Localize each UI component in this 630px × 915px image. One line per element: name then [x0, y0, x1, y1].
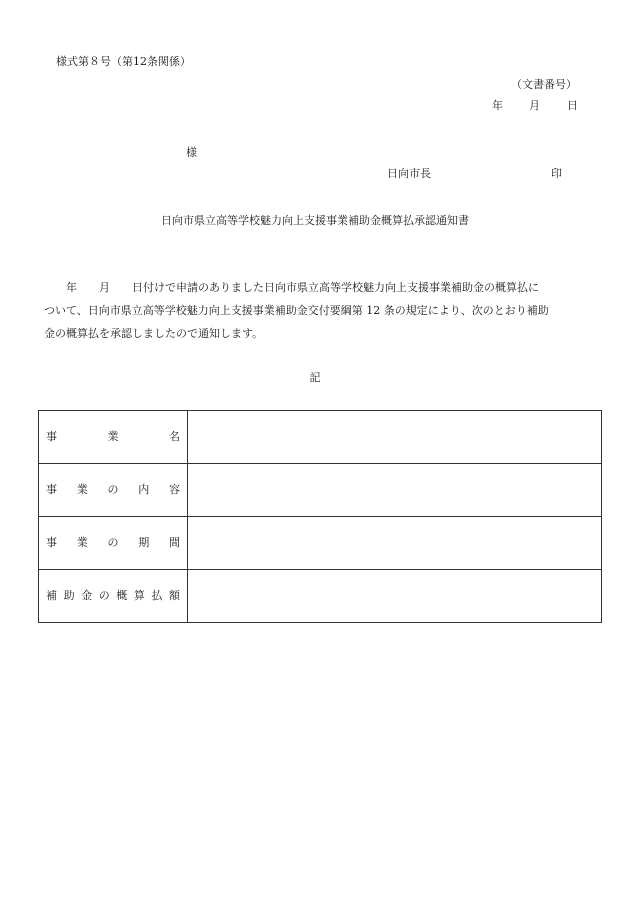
form-number: 様式第８号（第12条関係） [56, 55, 191, 68]
document-title: 日向市県立高等学校魅力向上支援事業補助金概算払承認通知書 [161, 214, 469, 227]
row-label-project-period [39, 517, 188, 570]
label-char: 事 [46, 430, 57, 444]
label-char: 容 [169, 483, 180, 497]
label-char: 業 [76, 536, 88, 550]
label-char: 払 [151, 589, 163, 603]
label-char: の [107, 536, 119, 550]
detail-table [38, 410, 602, 623]
day-label: 日 [567, 99, 578, 112]
label-char: 金 [81, 589, 93, 603]
table-row [39, 464, 602, 517]
body-line: 年 月 日付けで申請のありました日向市県立高等学校魅力向上支援事業補助金の概算払に [44, 281, 539, 294]
row-value-project-period[interactable] [188, 517, 602, 570]
label-char: 間 [169, 536, 180, 550]
label-char: 事 [46, 536, 57, 550]
label-char: 額 [168, 589, 180, 603]
row-label-project-name [39, 411, 188, 464]
seal-mark: 印 [551, 167, 562, 180]
label-char: 内 [138, 483, 150, 497]
addressee-honorific: 様 [186, 146, 197, 159]
table-row [39, 411, 602, 464]
ki-heading: 記 [309, 371, 321, 384]
year-label: 年 [492, 99, 503, 112]
label-char: 業 [107, 430, 119, 444]
label-char: 助 [63, 589, 75, 603]
label-char: 名 [169, 430, 180, 444]
document-number: （文書番号） [511, 78, 577, 91]
issuer-name: 日向市長 [387, 167, 431, 180]
label-char: 算 [133, 589, 145, 603]
label-char: 補 [46, 589, 57, 603]
row-value-project-content[interactable] [188, 464, 602, 517]
row-value-advance-amount[interactable] [188, 570, 602, 623]
label-char: の [107, 483, 119, 497]
month-label: 月 [529, 99, 540, 112]
row-label-project-content [39, 464, 188, 517]
row-label-advance-amount [39, 570, 188, 623]
label-char: の [98, 589, 110, 603]
label-char: 業 [76, 483, 88, 497]
issue-date [492, 99, 578, 112]
row-value-project-name[interactable] [188, 411, 602, 464]
body-line: 金の概算払を承認しましたので通知します。 [44, 327, 264, 340]
label-char: 概 [116, 589, 128, 603]
table-row [39, 517, 602, 570]
body-line: ついて、日向市県立高等学校魅力向上支援事業補助金交付要綱第 12 条の規定により、次のとおり補助 [44, 304, 549, 317]
body-paragraph [44, 276, 592, 345]
label-char: 期 [138, 536, 150, 550]
label-char: 事 [46, 483, 57, 497]
table-row [39, 570, 602, 623]
